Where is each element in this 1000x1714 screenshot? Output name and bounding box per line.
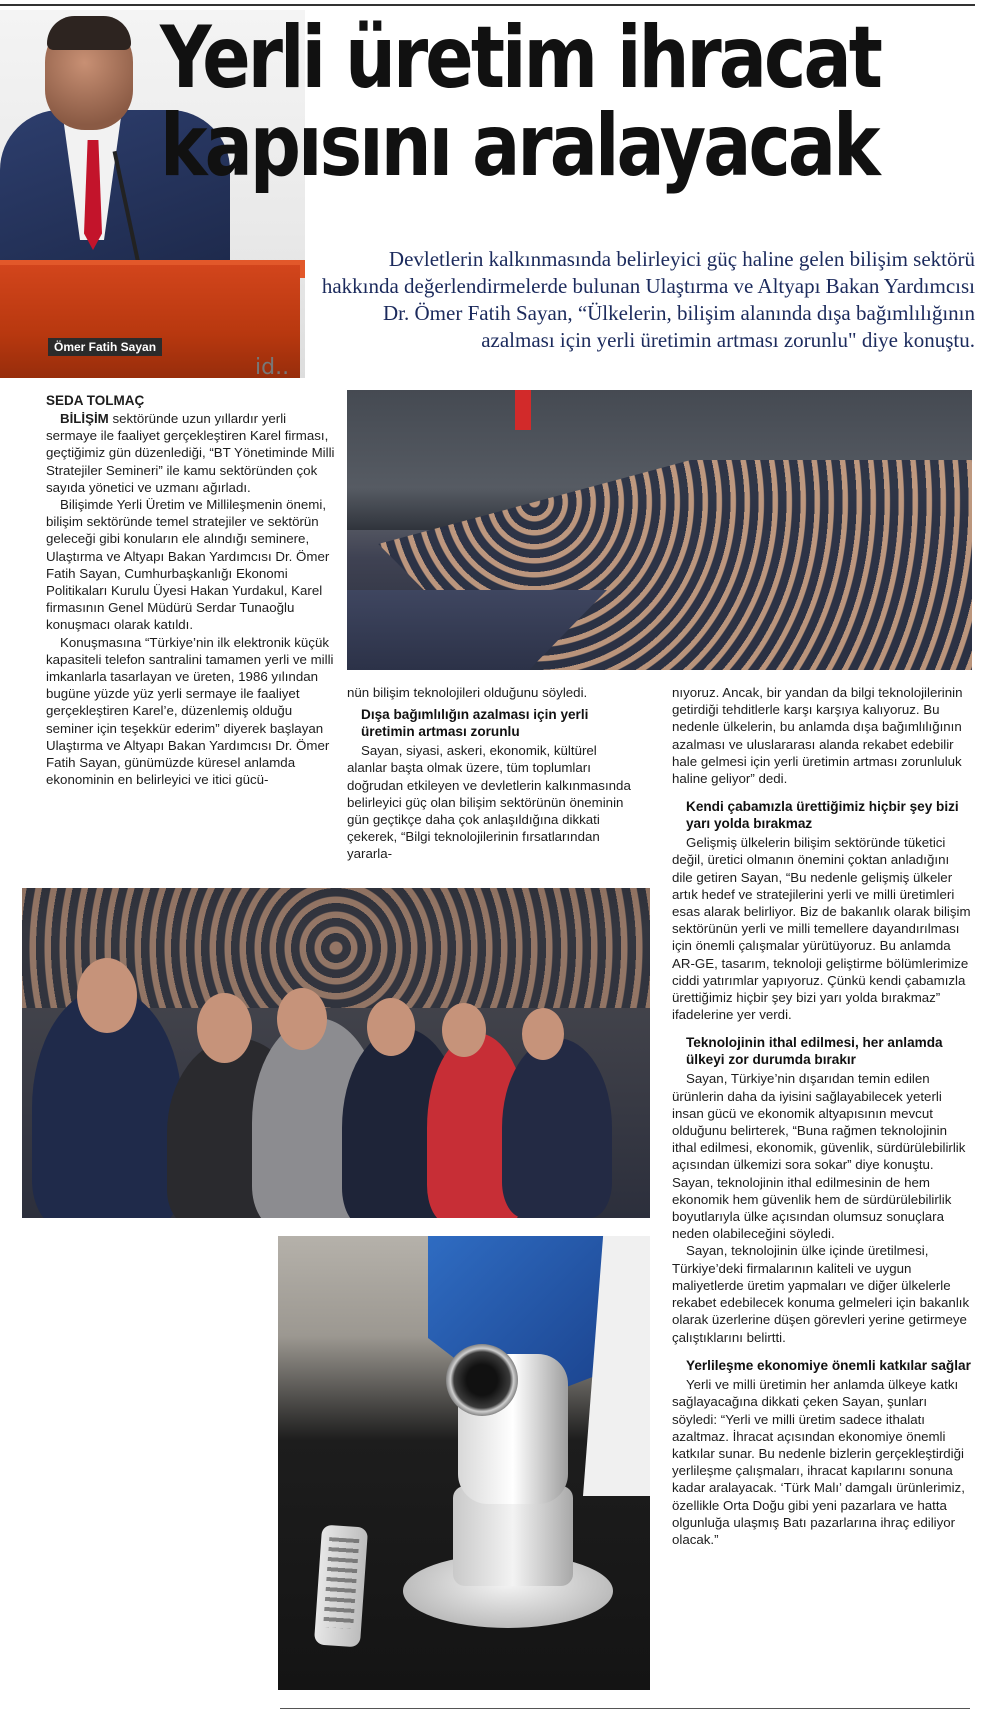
camera-photo [278,1236,650,1690]
article-column-2 [347,684,637,863]
col1-paragraph-2: Bilişimde Yerli Üretim ve Millileşmenin önemi, bilişim sektöründe temel stratejiler ve sektörün geleceği gibi konuların ele alındığı seminere, Ulaştırma ve Altyapı Bakan Yardımcısı Dr. Ömer Fatih Sayan, Cumhurbaşkanlığı Ekonomi Politikaları Kurulu Üyesi Hakan Yurdakul, Karel firmasının Genel Müdürü Serdar Tunaoğlu konuşmacı olarak katıldı. [46,497,330,633]
col2-paragraph-2: Sayan, siyasi, askeri, ekonomik, kültürel alanlar başta olmak üzere, tüm toplumları doğrudan etkileyen ve devletlerin kalkınmasında belirleyici güç olan bilişim sektörünün öneminin gün geçtikçe daha çok anlaşıldığına dikkati çekerek, “Bilgi teknolojilerinin fırsatlarından yararla- [347,743,631,862]
photo-caption: Ömer Fatih Sayan [48,338,162,356]
remote-control [314,1525,368,1648]
byline: SEDA TOLMAÇ [46,393,145,408]
col3-paragraph-4: Sayan, teknolojinin ülke içinde üretilmesi, Türkiye’deki firmalarının kaliteli ve uygun maliyetlerde üretim yapmaları ve diğer ülkelerle rekabet edebilecek konuma gelmeleri için bakanlık olarak üzerlerine düşen görevleri yerine getirmeye çalıştıklarını belirtti. [672,1243,970,1345]
col3-paragraph-2: Gelişmiş ülkelerin bilişim sektöründe tüketici değil, üretici olmanın önemini çoktan anladığını dile getiren Sayan, “Bu nedenle gelişmiş ülkeler artık hedef ve stratejilerini yerli ve milli üretimleri esas alarak belirliyor. Biz de bakanlık olarak bilişim sektörünün yerli ve milli temellere dayandırılması için önemli çalışmalar yürütüyoruz. Bu anlamda AR-GE, tasarım, teknoloji geliştirme bölümlerimize ciddi yatırımlar yapıyoruz. Çünkü kendi çabamızla ürettiğimiz hiçbir şey bizi yarı yolda bırakmaz” ifadelerine yer verdi. [672,835,971,1023]
lead-word: BİLİŞİM [60,411,109,426]
attendee-face [77,958,137,1033]
attendee [502,1038,612,1218]
article-column-3 [672,684,972,1548]
logo-mark: id.. [255,355,290,378]
col1-paragraph-1-text: sektöründe uzun yıllardır yerli sermaye ile faaliyet gerçekleştiren Karel firması, geçtiğimiz gün düzenlediği, “BT Yönetiminde Milli Stratejiler Semineri” ile kamu sektöründen çok sayıda yönetici ve uzmanı ağırladı. [46,411,335,495]
subheading-1: Dışa bağımlılığın azalması için yerli üretimin artması zorunlu [361,707,589,739]
col3-paragraph-5: Yerli ve milli üretimin her anlamda ülkeye katkı sağlayacağına dikkati çeken Sayan, şunları söyledi: “Yerli ve milli üretim sadece ithalatı azaltmaz. İhracat açısından ekonomiye önemli katkılar sunar. Bu nedenle bizlerin gerçekleştirdiği yerlileşme çalışmaları, ihracat kapılarını sonuna kadar aralayacak. ‘Türk Malı’ damgalı ürünlerimiz, özellikle Orta Doğu gibi yeni pazarlara ve hatta olgunluğa ulaşmış Batı pazarlarına ihraç ediliyor olacak.” [672,1377,965,1548]
subheading-2: Kendi çabamızla ürettiğimiz hiçbir şey bizi yarı yolda bırakmaz [686,799,959,831]
col3-paragraph-1: nıyoruz. Ancak, bir yandan da bilgi teknolojilerinin getirdiği tehditlerle karşı karşıya kalıyoruz. Bu nedenle ülkelerin, bu anlamda dışa bağımlılığının azalması ve uluslararası alanda rekabet edebilir hale gelmesi için yerli üretimin artması zorunluluk haline geliyor” dedi. [672,685,963,787]
attendee-face [522,1008,564,1060]
attendee-face [367,998,415,1056]
attendee-face [197,993,252,1063]
col1-paragraph-3: Konuşmasına “Türkiye’nin ilk elektronik küçük kapasiteli telefon santralini tamamen yerli ve milli imkanlarla tasarlayan ve üreten, 1986 yılından bugüne yüzde yüz yerli sermaye ile faaliyet gerçekleştiren Karel’e, düzenlemiş olduğu seminer için teşekkür ederim” diyerek başlayan Ulaştırma ve Altyapı Bakan Yardımcısı Dr. Ömer Fatih Sayan, günümüzde küresel anlamda ekonominin en belirleyici ve itici gücü- [46,634,334,788]
article-column-1 [46,410,336,788]
attendee-face [277,988,327,1050]
camera-lens [446,1344,518,1416]
headline [160,8,880,196]
bottom-rule [280,1708,970,1709]
col2-paragraph-1: nün bilişim teknolojileri olduğunu söyledi. [347,685,588,700]
headline-line-2: kapısını aralayacak [160,96,878,196]
lead-paragraph: Devletlerin kalkınmasında belirleyici güç haline gelen bilişim sektörü hakkında değerlendirmelerde bulunan Ulaştırma ve Altyapı Bakan Yardımcısı Dr. Ömer Fatih Sayan, “Ülkelerin, bilişim alanında dışa bağımlılığının azalması için yerli üretimin artması zorunlu" diye konuştu. [321,247,975,352]
portrait-hair [47,16,131,50]
subheading-4: Yerlileşme ekonomiye önemli katkılar sağlar [686,1357,971,1373]
col1-paragraph-1 [46,410,336,496]
top-rule [0,4,975,6]
attendee-face [442,1003,486,1057]
stage-banner [515,390,531,430]
audience-photo-2 [22,888,650,1218]
audience-photo-1 [347,390,972,670]
headline-line-1: Yerli üretim ihracat [160,8,880,108]
col3-paragraph-3: Sayan, Türkiye’nin dışarıdan temin edilen ürünlerin daha da iyisini sağlayabilecek yeterli insan gücü ve ekonomik altyapısının mevcut olduğunu belirterek, “Buna rağmen teknolojinin ithal edilmesi, ekonomik, güvenlik, sürdürülebilirlik açısından ülkemizi sora sokar” diye konuştu. Sayan, teknolojinin ithal edilmesinin de hem ekonomik hem güvenlik hem de sürdürülebilirlik boyutlarıyla ülke açısından olumsuz sonuçlara neden olabileceğini söyledi. [672,1071,966,1242]
subheading-3: Teknolojinin ithal edilmesi, her anlamda ülkeyi zor durumda bırakır [686,1035,943,1067]
